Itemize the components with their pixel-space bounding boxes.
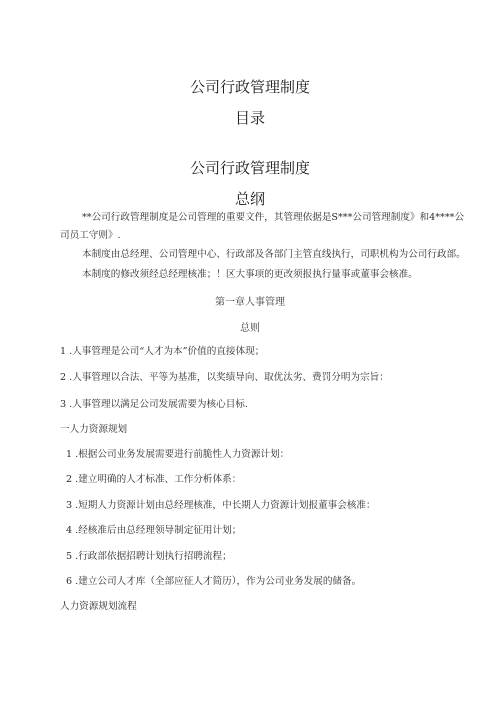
planning-item: 1 .根据公司业务发展需要进行前脆性人力资源计划： <box>66 449 290 460</box>
general-paragraph-1-line-2: 司员工守则》. <box>60 230 121 241</box>
rule-item: 3 .人事管理以满足公司发展需要为核心目标. <box>60 399 248 410</box>
planning-item: 5 .行政部依据招聘计划执行招聘流程； <box>66 551 232 562</box>
general-paragraph-3: 本制度的修改须经总经理核准；！区大事项的更改须报执行量事或董事会核准。 <box>82 269 418 280</box>
section-subtitle: 总纲 <box>234 190 265 208</box>
rule-item: 1 .人事管理是公司“人才为本”价值的直接体现； <box>60 346 265 357</box>
planning-heading: 一人力资源规划 <box>60 424 128 435</box>
general-paragraph-1-line-1: **公司行政管理制度是公司管理的重要文件，其管理依据是S***公司管理制度》和4****公 <box>82 212 465 223</box>
document-title: 公司行政管理制度 <box>189 78 310 96</box>
planning-flow-heading: 人力资源规划流程 <box>60 601 137 612</box>
chapter-subtitle: 总则 <box>240 323 260 334</box>
table-of-contents-heading: 目录 <box>234 109 265 127</box>
chapter-title: 第一章人事管理 <box>215 297 285 308</box>
rule-item: 2 .人事管理以合法、平等为基准，以奖绩导向、取优汰劣、费罚分明为宗旨： <box>60 372 389 383</box>
section-title: 公司行政管理制度 <box>189 159 310 177</box>
planning-item: 6 .建立公司人才库（全部应征人才简历），作为公司业务发展的储备。 <box>66 576 362 587</box>
planning-item: 4 .经核准后由总经理领导制定征用计划； <box>66 525 242 536</box>
general-paragraph-2: 本制度由总经理、公司管理中心、行政部及各部门主管直线执行，司职机构为公司行政部。 <box>82 249 466 260</box>
planning-item: 3 .短期人力资源计划由总经理核准，中长期人力资源计划报董事会核准： <box>66 500 376 511</box>
planning-item: 2 .建立明确的人才标准、工作分析体系： <box>66 474 242 485</box>
